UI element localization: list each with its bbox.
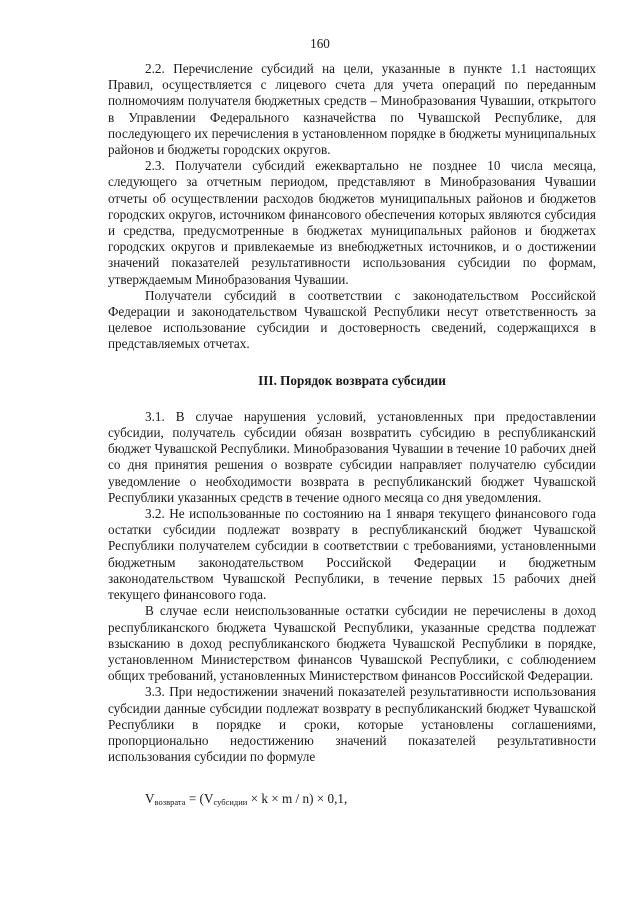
page-number: 160 bbox=[310, 36, 330, 51]
section-heading: III. Порядок возврата субсидии bbox=[258, 372, 446, 388]
formula-eq-open: = (V bbox=[185, 791, 214, 807]
formula-rest: × k × m / n) × 0,1, bbox=[247, 791, 348, 807]
paragraph-2-3: 2.3. Получатели субсидий ежеквартально не позднее 10 числа месяца, следующего за отчетным периодом, представляют в Минобразования Чувашии отчеты об осуществлении расходов бюджетов муниципальных районов и бюджетов городских округов, источником финансового обеспечения которых являются субсидия и средства, предусмотренные в бюджетах муниципальных районов и бюджетах городских округов и привлекаемые из внебюджетных источников, и о достижении значений показателей результативности использования субсидии по формам, утверждаемым Минобразования Чувашии. bbox=[108, 158, 596, 287]
formula-v-return: V bbox=[145, 791, 155, 807]
paragraph-3-2: 3.2. Не использованные по состоянию на 1 января текущего финансового года остатки субсидии подлежат возврату в республиканский бюджет Чувашской Республики получателем субсидии в соответствии с требованиями, установленными бюджетным законодательством Российской Федерации и бюджетным законодательством Чувашской Республики, в течение первых 15 рабочих дней текущего финансового года. bbox=[108, 506, 596, 603]
paragraph-3-1: 3.1. В случае нарушения условий, установленных при предоставлении субсидии, получатель субсидии обязан возвратить субсидию в республиканский бюджет Чувашской Республики. Минобразования Чувашии в течение 10 рабочих дней со дня принятия решения о возврате субсидии направляет получателю субсидии уведомление о необходимости возврата в республиканский бюджет Чувашской Республики указанных средств в течение одного месяца со дня уведомления. bbox=[108, 408, 596, 505]
formula-sub-subsidy: субсидии bbox=[213, 797, 248, 808]
paragraph-recovery: В случае если неиспользованные остатки субсидии не перечислены в доход республиканского бюджета Чувашской Республики, указанные средства подлежат взысканию в доход республиканского бюджета Чувашской Республики в порядке, установленном Министерством финансов Чувашской Республики, с соблюдением общих требований, установленных Министерством финансов Российской Федерации. bbox=[108, 603, 596, 684]
return-formula bbox=[108, 791, 596, 807]
formula-sub-return: возврата bbox=[154, 797, 186, 808]
paragraph-2-2: 2.2. Перечисление субсидий на цели, указанные в пункте 1.1 настоящих Правил, осуществляется с лицевого счета для учета операций по переданным полномочиям получателя бюджетных средств – Минобразования Чувашии, открытого в Управлении Федерального казначейства по Чувашской Республике, для последующего их перечисления в установленном порядке в бюджеты муниципальных районов и бюджеты городских округов. bbox=[108, 61, 596, 158]
paragraph-3-3: 3.3. При недостижении значений показателей результативности использования субсидии данные субсидии подлежат возврату в республиканский бюджет Чувашской Республики в порядке и сроки, которые установлены соглашениями, пропорционально недостижению значений показателей результативности использования субсидии по формуле bbox=[108, 684, 596, 765]
document-body bbox=[108, 61, 596, 808]
paragraph-responsibility: Получатели субсидий в соответствии с законодательством Российской Федерации и законодательством Чувашской Республики несут ответственность за целевое использование субсидии и достоверность сведений, содержащихся в представляемых отчетах. bbox=[108, 287, 596, 352]
